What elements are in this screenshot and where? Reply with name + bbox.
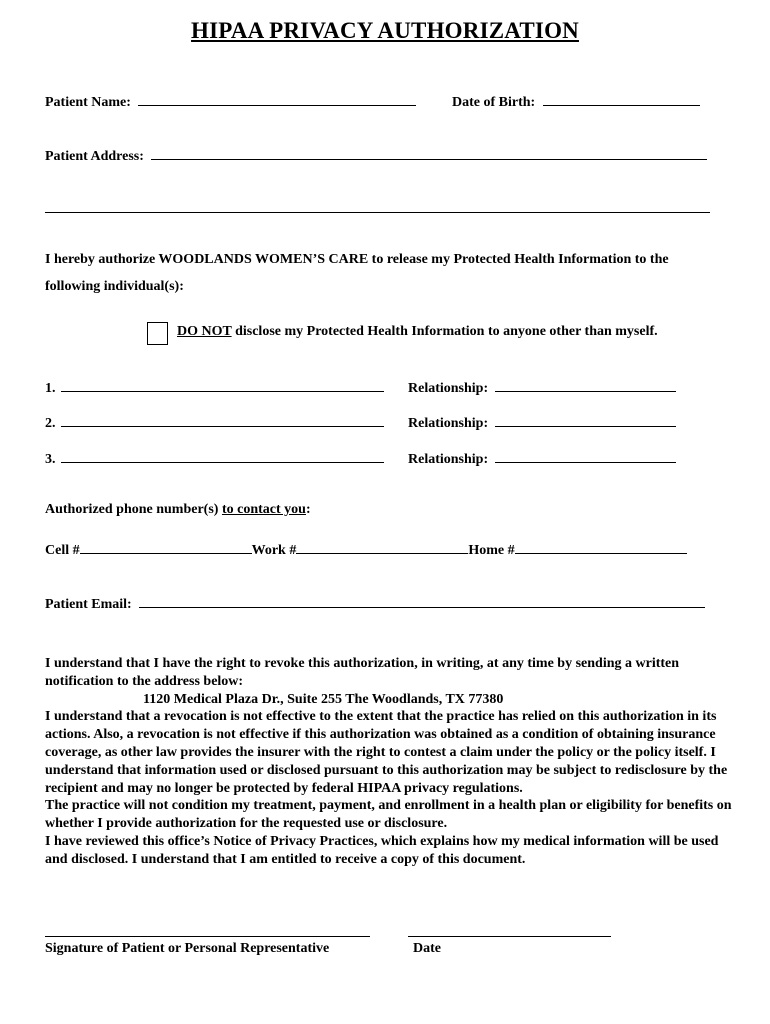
individual-number: 3. [45,452,56,467]
relationship-line[interactable] [495,377,676,392]
signature-label: Signature of Patient or Personal Representative [45,941,330,956]
patient-name-line[interactable] [138,91,416,106]
signature-line[interactable] [45,936,370,937]
no-condition-paragraph: The practice will not condition my treatment, payment, and enrollment in a health plan or eligibility for benefits on whether I provide authorization for the requested use or disclosure. [45,798,732,832]
home-label: Home # [468,543,515,558]
relationship-label: Relationship: [408,416,489,431]
date-label: Date [413,941,441,956]
individual-row-1 [45,377,384,397]
individual-number: 2. [45,416,56,431]
work-label: Work # [251,543,297,558]
date-of-birth-line[interactable] [543,91,700,106]
patient-name-label: Patient Name: [45,95,131,110]
authorization-line-1: I hereby authorize WOODLANDS WOMEN’S CARE to release my Protected Health Information to the [45,252,669,267]
authorization-line-2: following individual(s): [45,279,184,294]
revocation-right-paragraph: I understand that I have the right to revoke this authorization, in writing, at any time by sending a written notification to the address below: [45,656,680,689]
phone-heading [45,502,311,518]
relationship-label: Relationship: [408,381,489,396]
do-not-disclose-checkbox[interactable] [147,322,168,345]
phone-heading-underlined: to contact you [221,502,306,517]
individual-name-line[interactable] [61,377,384,392]
do-not-rest: disclose my Protected Health Information to anyone other than myself. [231,324,658,339]
relationship-row-3 [408,448,676,468]
work-phone-line[interactable] [296,539,468,554]
individual-number: 1. [45,381,56,396]
do-not-disclose-label [177,324,658,340]
do-not-emphasis: DO NOT [177,324,232,339]
patient-name-field[interactable] [45,91,416,111]
home-phone-line[interactable] [515,539,687,554]
cell-phone-line[interactable] [80,539,252,554]
notice-of-privacy-paragraph: I have reviewed this office’s Notice of Privacy Practices, which explains how my medical information will be used and disclosed. I understand that I am entitled to receive a copy of this document. [45,833,719,867]
patient-address-label: Patient Address: [45,149,144,164]
legal-text [45,655,735,869]
phone-heading-text: Authorized phone number(s) [45,502,222,517]
cell-label: Cell # [45,543,80,558]
patient-address-field[interactable] [45,145,707,165]
phone-fields-row [45,539,687,559]
individual-name-line[interactable] [61,412,384,427]
patient-address-line-2[interactable] [45,212,710,213]
authorization-statement [45,246,669,300]
relationship-line[interactable] [495,448,676,463]
individual-name-line[interactable] [61,448,384,463]
patient-email-field[interactable] [45,593,705,613]
page-title: HIPAA PRIVACY AUTHORIZATION [191,18,579,43]
relationship-row-1 [408,377,676,397]
phone-heading-colon: : [305,502,311,517]
patient-email-label: Patient Email: [45,597,132,612]
date-of-birth-field[interactable] [452,91,700,111]
relationship-label: Relationship: [408,452,489,467]
relationship-line[interactable] [495,412,676,427]
patient-email-line[interactable] [139,593,705,608]
revocation-limits-paragraph: I understand that a revocation is not effective to the extent that the practice has relied on this authorization in its actions. Also, a revocation is not effective if this authorization was obtained as a condition of obtaining insurance coverage, as other law provides the insurer with the right to contest a claim under the policy or the policy itself. I understand that information used or disclosed pursuant to this authorization may be subject to redisclosure by the recipient and may no longer be protected by federal HIPAA privacy regulations. [45,709,728,796]
individual-row-2 [45,412,384,432]
relationship-row-2 [408,412,676,432]
date-line[interactable] [408,936,611,937]
date-of-birth-label: Date of Birth: [452,95,536,110]
individual-row-3 [45,448,384,468]
patient-address-line[interactable] [151,145,707,160]
practice-address: 1120 Medical Plaza Dr., Suite 255 The Woodlands, TX 77380 [143,691,504,707]
